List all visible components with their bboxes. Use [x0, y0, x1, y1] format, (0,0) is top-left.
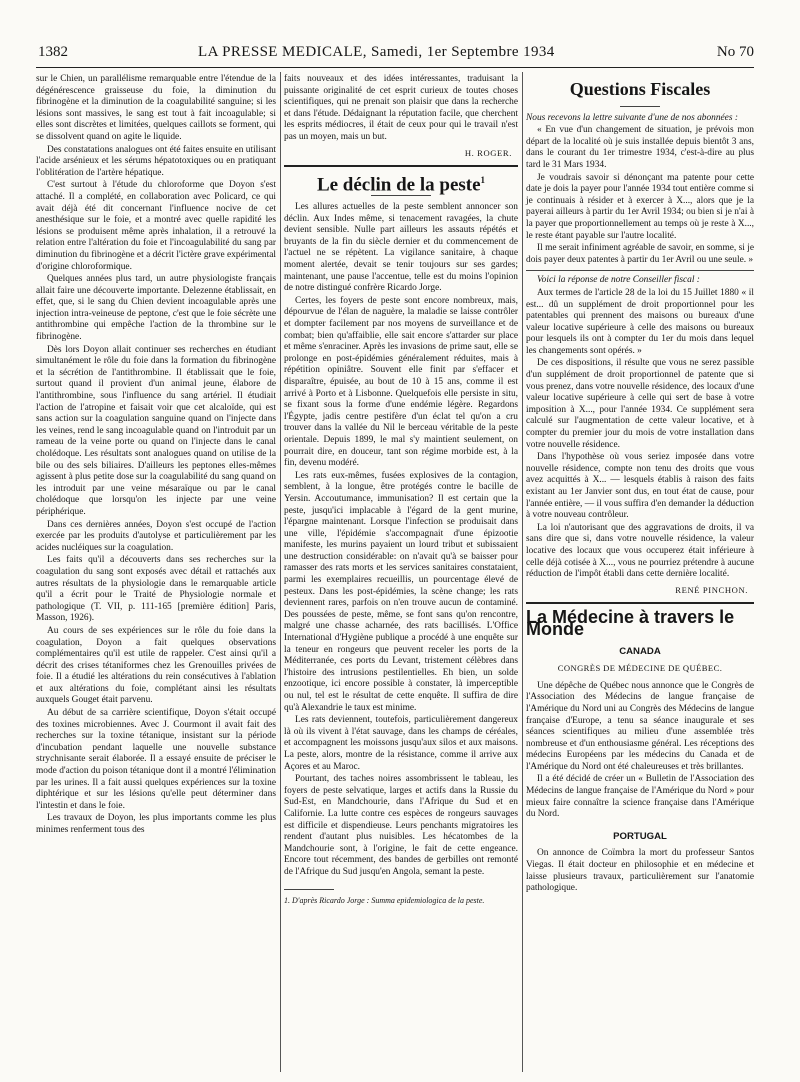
author-signature: RENÉ PINCHON.	[675, 584, 748, 595]
paragraph: Une dépêche de Québec nous annonce que le Congrès de l'Association des Médecins de langue française de l'Amérique du Nord uni au Congrès des Médecins de langue française d'Europe, a tenu sa séance inaugurale et ses séances scientifiques au milieu d'une assemblée très nombreuse et d'un enthousiasme général. Les réceptions des médecins Européens par les médecins du Canada et de l'Amérique du Nord ont été chaleureuses et très brillantes.	[526, 680, 754, 772]
country-heading: CANADA	[619, 645, 661, 657]
running-header	[38, 44, 754, 64]
section-rule	[526, 602, 754, 604]
section-rule	[284, 165, 518, 167]
column-left	[36, 74, 276, 838]
paragraph: Les faits qu'il a découverts dans ses recherches sur la coagulation du sang sont exposés avec détail et rattachés aux autres résultats de la physiologie dans le remarquable article qu'il a écrit pour le Traité de Physiologie normale et pathologique (T. VII, p. 111-165 [première édition] Paris, Masson, 1926).	[36, 555, 276, 624]
paragraph: Les allures actuelles de la peste semblent annoncer son déclin. Aux Indes même, si tenacement ravagées, la chute devient sensible. Nulle part ailleurs les assauts répétés et bruyants de la fin du siècle dernier et du commencement de l'actuel ne se répètent. La vigilance sanitaire, à chaque moment alertée, devait se tenir toujours sur ses gardes; maintenant, une pause l'accentue, telle est du moins l'opinion de notre distingué confrère Ricardo Jorge.	[284, 202, 518, 294]
paragraph: Dans ces dernières années, Doyon s'est occupé de l'action exercée par les produits d'autolyse et particulièrement par les acides nucléiques sur la coagulation.	[36, 519, 276, 553]
paragraph: Dès lors Doyon allait continuer ses recherches en étudiant simultanément le rôle du foie dans la formation du fibrinogène et la sécrétion de l'antithrombine. Il établissait que le foie, surtout quand il provient d'un animal jeune, élabore de l'antithrombine, sous l'influence du sang artériel. Il étudiait l'action de l'atropine et faisait voir que cet alcaloïde, qui est sans action sur la coagulation sanguine quand on l'injecte dans les veines, rend le sang incoagulable quand on l'introduit par un rameau de la veine porte ou quand on l'injecte dans le canal cholédoque. Les résultats sont analogues quand on utilise de la bile ou des sels biliaires. D'ailleurs les peptones elles-mêmes agissent à plus petite dose sur la coagulabilité du sang quand on les introduit par une veine mésaraïque ou par le canal cholédoque que lorsqu'on les injecte par une veine périphérique.	[36, 344, 276, 517]
subheading: CONGRÈS DE MÉDECINE DE QUÉBEC.	[557, 663, 723, 674]
paragraph: sur le Chien, un parallélisme remarquable entre l'étendue de la dégénérescence graisseuse du foie, la diminution du fibrinogène et la diminution de la coagulabilité sanguine; si les lésions sont massives, le sang est tout à fait incoagulable; si elles sont discrètes et limitées, quelques caillots se forment, qui se dissolvent quand on agite le liquide.	[36, 74, 276, 142]
paragraph: faits nouveaux et des idées intéressantes, traduisant la puissante originalité de cet esprit curieux de toutes choses scientifiques, qui ne prenait son plaisir que dans la recherche et dans l'étude. Dédaignant la réputation facile, que cherchent les esprits médiocres, il était de ceux pour qui le travail n'est pas un moyen, mais un but.	[284, 74, 518, 142]
paragraph: Pourtant, des taches noires assombrissent le tableau, les foyers de peste selvatique, larges et actifs dans la Russie du Sud-Est, en Mandchourie, dans l'Afrique du Sud et en Californie. La lutte contre ces espèces de rongeurs sauvages est difficile et dispendieuse. Leurs penchants migratoires les rendent d'autant plus nuisibles. Les hécatombes de la Mandchourie sont, à l'origine, le fait de cette engeance. Encore tout récemment, des bandes de gerbilles ont remonté de l'Afrique du Sud jusqu'en Angola, semant la peste.	[284, 774, 518, 877]
section-title: La Médecine à travers le Monde	[526, 607, 735, 639]
paragraph: C'est surtout à l'étude du chloroforme que Doyon s'est attaché. Il a complété, en collaboration avec Policard, ce qui avait déjà été dit concernant l'influence nocive de cet anesthésique sur le foie, et a montré avec quelle rapidité les lésions se produisent même après inhalation, il a retrouvé la relation entre l'altération du foie et l'incoagulabilité du sang par diminution du fibrinogène et a décrit l'ictère grave expérimental d'origine chloroformique.	[36, 180, 276, 272]
paragraph: Dans l'hypothèse où vous seriez imposée dans votre nouvelle résidence, compte non tenu des droits que vous avez acquittés à X... — lesquels établis à raison des faits existant au 1er Janvier sont dus, en tout état de cause, pour l'année entière, — il vous suffira d'en demander la déduction à votre nouveau contrôleur.	[526, 452, 754, 521]
column-middle	[284, 74, 518, 906]
paragraph: Les rats eux-mêmes, fusées explosives de la contagion, semblent, à la longue, être protégés contre le bacille de Yersin. Accoutumance, immunisation? Il est certain que la peste, jusqu'ici implacable à l'égard de la gent murine, l'épargne maintenant. Lorsque l'infection se produisait dans une ville, l'épidémie s'accompagnait d'une épizootie manifeste, les murins payaient un lourd tribut et subissaient une destruction considérable: on n'avait qu'à se baisser pour ramasser des rats morts et les services sanitaires constataient, parmi les exemplaires recueillis, un pourcentage élevé de pesteux. Dans les post-épidémies, la scène change; les rats deviennent rares, parfois on n'en trouve aucun de contaminé. Des poussées de peste, même, se font sans qu'on rencontre, malgré une chasse acharnée, des rats bacillisés. L'Office International d'Hygiène publique a procédé à une enquête sur la teneur en rongeurs que peuvent receler les ports de la Méditerranée, ces ports du Levant, tristement célèbres dans l'histoire des intrusions pestilentielles. Eh bien, un solde enzootique, ici encore possible à constater, là imperceptible ou nul, tel est le résultat de cette enquête. Il suffira de dire qu'à Alexandrie le taux est minime.	[284, 470, 518, 713]
reply-intro: Voici la réponse de notre Conseiller fiscal :	[537, 275, 700, 286]
paragraph: Il me serait infiniment agréable de savoir, en somme, si je dois payer deux patentes à partir du 1er Avril ou une seule. »	[526, 243, 754, 265]
paragraph: Au début de sa carrière scientifique, Doyon s'était occupé des toxines microbiennes. Avec J. Courmont il avait fait des recherches sur la toxine tétanique, insistant sur la période d'incubation pendant laquelle une nouvelle substance strychnisante serait élaborée. Il a essayé ensuite de préciser le mode d'action du poison tétanique dont il a montré l'élimination par les urines. Il a fait aussi quelques expériences sur la toxine diphtérique et sur les lésions qu'elle peut déterminer dans l'intestin et dans le foie.	[36, 708, 276, 811]
paragraph: On annonce de Coïmbra la mort du professeur Santos Viegas. Il était docteur en philosophie et en médecine et laisse plusieurs travaux, particulièrement sur l'anatomie pathologique.	[526, 848, 754, 894]
author-signature: H. ROGER.	[464, 147, 512, 158]
section-title: Questions Fiscales	[569, 79, 711, 99]
paragraph: De ces dispositions, il résulte que vous ne serez passible d'un supplément de droit proportionnel de patente que si vous prenez, dans votre nouvelle résidence, des locaux d'une valeur locative supérieure à celle qui sert de base à votre imposition à X..., pour l'année 1934. Ce supplément sera calculé sur l'augmentation de cette valeur locative, et à compter du premier jour du mois de votre installation dans votre nouvelle résidence.	[526, 358, 754, 450]
letter-intro: Nous recevons la lettre suivante d'une de nos abonnées :	[526, 112, 738, 123]
paragraph: Les travaux de Doyon, les plus importants comme les plus minimes renferment tous des	[36, 813, 276, 835]
paragraph: Aux termes de l'article 28 de la loi du 15 Juillet 1880 « il est... dû un supplément de droit proportionnel pour les patentables qui prennent des maisons ou bureaux d'une valeur locative supérieure à celle des maisons ou bureaux pour lesquels ils ont à compter du 1er du mois dans lequel les changements sont opérés. »	[526, 287, 754, 356]
paragraph: La loi n'autorisant que des aggravations de droits, il va sans dire que si, dans votre nouvelle résidence, la valeur locative des locaux que vous occuperez était inférieure à celle déjà cotisée à X..., vous ne pourriez prétendre à aucune réduction de l'impôt établi dans cette dernière localité.	[526, 522, 754, 580]
paragraph: Au cours de ses expériences sur le rôle du foie dans la coagulation, Doyon a fait quelques observations complémentaires qu'il est utile de rappeler. C'est ainsi qu'il a décrit des crises tétaniformes chez les Grenouilles privées de foie. Il a étudié les altérations du rein consécutives à l'ablation et aux altérations du foie, complétant ainsi les résultats auxquels Gouget était parvenu.	[36, 625, 276, 706]
paragraph: Il a été décidé de créer un « Bulletin de l'Association des Médecins de langue française de l'Amérique du Nord » pour mieux faire connaître la science française dans l'Amérique du Nord.	[526, 774, 754, 820]
paragraph: Je voudrais savoir si dénonçant ma patente pour cette date je dois la payer pour l'année 1934 tout entière comme si je continuais à résider et à exercer à X..., alors que je la payerai ailleurs à partir du 1er Avril 1934; ou bien si je n'ai à la payer que proportionnellement au temps où je reste à X..., le reste étant payable sur l'autre localité.	[526, 172, 754, 241]
title-rule	[620, 106, 660, 107]
article-title: Le déclin de la peste$^1$	[316, 174, 486, 196]
column-divider	[280, 72, 281, 1072]
paragraph: « En vue d'un changement de situation, je prévois mon départ de la localité où je suis installée depuis bientôt 3 ans, dans le courant du 1er trimestre 1934, c'est-à-dire au plus tard le 31 Mars 1934.	[526, 125, 754, 170]
country-heading: PORTUGAL	[613, 830, 667, 842]
paragraph: Des constatations analogues ont été faites ensuite en utilisant l'acide arsénieux et les sérums hépatotoxiques ou en pratiquant l'oblitération de l'artère hépatique.	[36, 144, 276, 178]
footnote-rule	[284, 889, 334, 890]
column-divider	[522, 72, 523, 1072]
header-rule	[36, 67, 754, 68]
paragraph: Certes, les foyers de peste sont encore nombreux, mais, dépourvue de l'élan de naguère, la maladie se laisse contrôler et dompter facilement par nos moyens de surveillance et de combat; bien qu'affaiblie, elle sait encore s'attarder sur place et même s'enraciner. Après les invasions de prime saut, elle se prolonge en post-épidémies généralement réduites, mais à répétition opiniâtre. Souvent elle finit par s'effacer et disparaître, épuisée, au bout de 10 à 15 ans, comme il est arrivé à Porto et à Lisbonne. Quelquefois elle persiste in situ, se fixant sous la forme d'une endémie légère. Regardons l'Égypte, jadis centre pestifère d'un éclat tel qu'on a cru trouver dans la vallée du Nil le berceau véritable de la peste orientale. Depuis 1899, le mal s'y maintient seulement, on pourrait dire, en douceur, tant son régime morbide est, à la fin, devenu modéré.	[284, 295, 518, 469]
issue-number: No 70	[716, 44, 754, 60]
paragraph: Les rats deviennent, toutefois, particulièrement dangereux là où ils vivent à l'état sauvage, dans les champs de céréales, et accompagnent les moissons jusqu'aux silos et aux maisons. La peste, alors, montre de la résistance, comme il arrive aux Açores et au Maroc.	[284, 715, 518, 772]
paragraph: Quelques années plus tard, un autre physiologiste français allait faire une découverte importante. Delezenne établissait, en effet, que, si le sang du Chien devient incoagulable après une injection intra-veineuse de peptone, c'est que le foie sécrète une antithrombine qui empêche l'action de la thrombine sur le fibrinogène.	[36, 274, 276, 343]
page-number: 1382	[38, 44, 68, 60]
footnote: 1. D'après Ricardo Jorge : Summa epidemiologica de la peste.	[284, 895, 485, 905]
journal-title: LA PRESSE MEDICALE, Samedi, 1er Septembre 1934	[198, 44, 555, 60]
divider	[526, 270, 754, 271]
column-right	[526, 74, 754, 896]
